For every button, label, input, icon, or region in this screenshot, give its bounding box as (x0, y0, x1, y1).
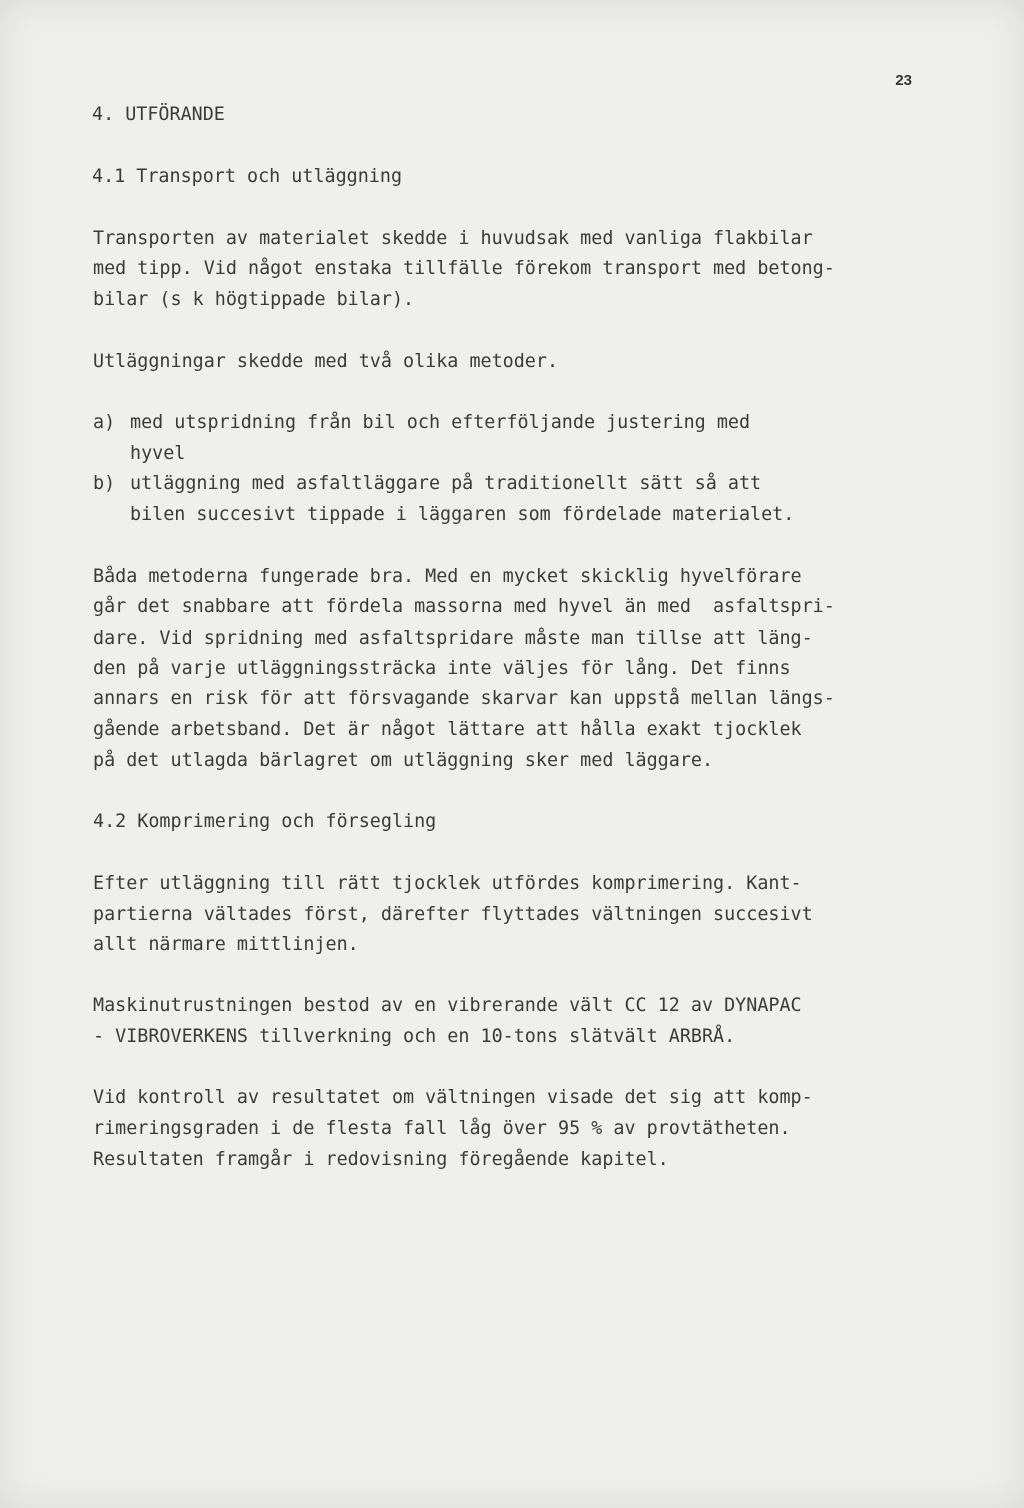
list-marker: a) (93, 412, 116, 433)
paragraph-line: med tipp. Vid något enstaka tillfälle förekom transport med betong- (93, 258, 835, 279)
list-item-line: hyvel (130, 443, 186, 464)
section-4-1-paragraph-2: Utläggningar skedde med två olika metoder. (93, 351, 559, 372)
paragraph-line: annars en risk för att försvagande skarvar kan uppstå mellan längs- (93, 688, 835, 709)
chapter-heading: 4. UTFÖRANDE (92, 104, 225, 125)
paragraph-line: går det snabbare att fördela massorna med hyvel än med asfaltspri- (93, 596, 835, 617)
paragraph-line: på det utlagda bärlagret om utläggning sker med läggare. (93, 750, 714, 771)
page-number: 23 (895, 72, 912, 89)
paragraph-line: - VIBROVERKENS tillverkning och en 10-tons slätvält ARBRÅ. (93, 1026, 736, 1047)
list-marker: b) (93, 473, 116, 494)
paragraph-line: Maskinutrustningen bestod av en vibrerande vält CC 12 av DYNAPAC (93, 995, 802, 1016)
section-4-2-heading: 4.2 Komprimering och försegling (93, 811, 437, 832)
paragraph-line: allt närmare mittlinjen. (93, 934, 359, 955)
paragraph-line: Transporten av materialet skedde i huvudsak med vanliga flakbilar (93, 228, 813, 249)
paragraph-line: den på varje utläggningssträcka inte väljes för lång. Det finns (93, 658, 791, 679)
paragraph-line: Resultaten framgår i redovisning föregående kapitel. (93, 1149, 669, 1170)
list-item-line: bilen succesivt tippade i läggaren som fördelade materialet. (130, 504, 795, 525)
list-item-line: utläggning med asfaltläggare på traditionellt sätt så att (130, 473, 762, 494)
section-4-1-heading: 4.1 Transport och utläggning (92, 166, 403, 187)
paragraph-line: dare. Vid spridning med asfaltspridare måste man tillse att läng- (93, 628, 813, 649)
paragraph-line: Vid kontroll av resultatet om vältningen visade det sig att komp- (93, 1087, 813, 1108)
paragraph-line: Båda metoderna fungerade bra. Med en mycket skicklig hyvelförare (93, 566, 802, 587)
list-item-line: med utspridning från bil och efterföljande justering med (130, 412, 751, 433)
paragraph-line: rimeringsgraden i de flesta fall låg över 95 % av provtätheten. (93, 1118, 791, 1139)
paragraph-line: gående arbetsband. Det är något lättare att hålla exakt tjocklek (93, 719, 802, 740)
paragraph-line: bilar (s k högtippade bilar). (93, 289, 415, 310)
paragraph-line: Efter utläggning till rätt tjocklek utfördes komprimering. Kant- (93, 873, 802, 894)
paragraph-line: partierna vältades först, därefter flyttades vältningen succesivt (93, 904, 813, 925)
